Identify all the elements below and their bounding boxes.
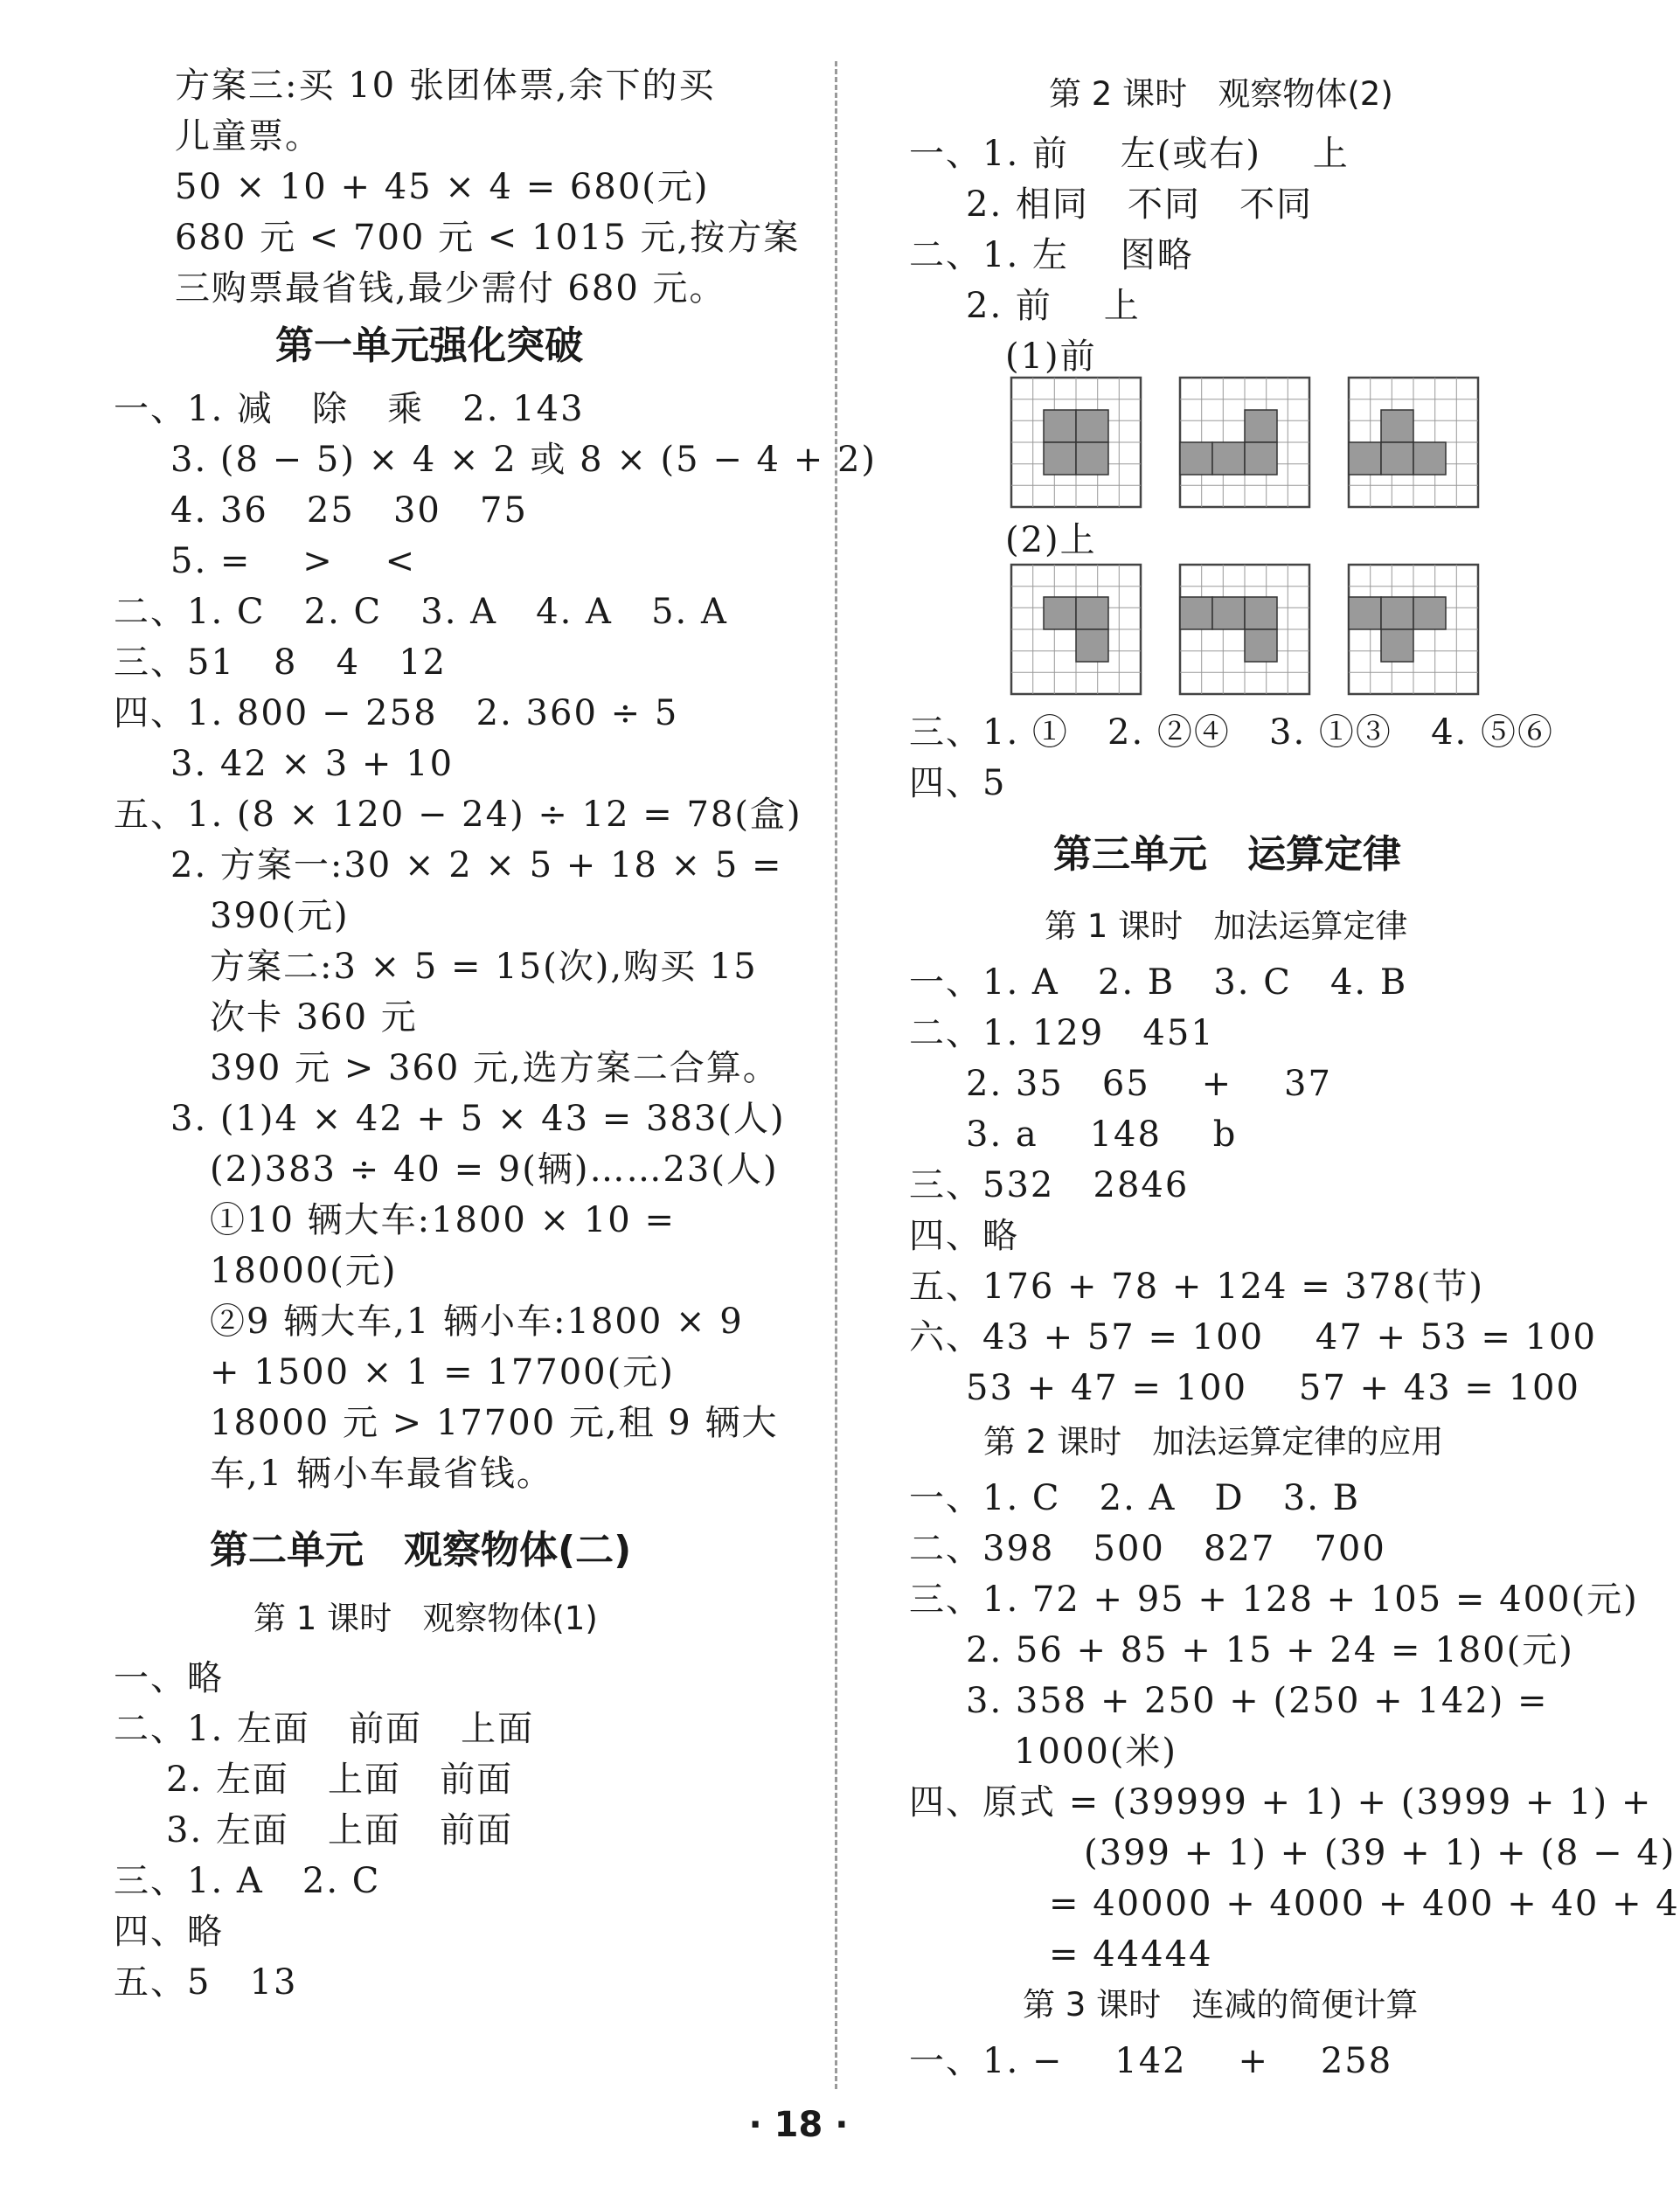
- answer-line-left-2: 50 × 10 + 45 × 4 = 680(元): [175, 167, 710, 207]
- answer-line-left-24: + 1500 × 1 = 17700(元): [210, 1352, 675, 1392]
- answer-line-right-24: (399 + 1) + (39 + 1) + (8 − 4): [1084, 1833, 1677, 1873]
- grid-figure-top-1: [1011, 565, 1142, 696]
- section-heading-left-1: 第二单元 观察物体(二): [210, 1528, 632, 1573]
- answer-line-right-16: 53 + 47 = 100 57 + 43 = 100: [966, 1368, 1580, 1408]
- answer-line-right-20: 2. 56 + 85 + 15 + 24 = 180(元): [966, 1630, 1574, 1670]
- answer-line-left-20: (2)383 ÷ 40 = 9(辆)……23(人): [210, 1149, 779, 1190]
- answer-line-right-2: 二、1. 左 图略: [909, 235, 1194, 275]
- answer-line-right-8: 一、1. A 2. B 3. C 4. B: [909, 962, 1408, 1003]
- answer-line-right-21: 3. 358 + 250 + (250 + 142) =: [966, 1681, 1549, 1721]
- answer-line-left-16: 方案二:3 × 5 = 15(次),购买 15: [210, 947, 758, 987]
- grid-figure-front-2: [1180, 378, 1311, 509]
- answer-line-left-7: 4. 36 25 30 75: [170, 490, 528, 531]
- answer-line-left-32: 四、略: [114, 1912, 224, 1952]
- answer-line-left-25: 18000 元 > 17700 元,租 9 辆大: [210, 1403, 779, 1443]
- column-divider: [835, 61, 837, 2089]
- answer-line-right-4: (1)前: [1005, 337, 1097, 377]
- answer-line-left-26: 车,1 辆小车最省钱。: [210, 1454, 553, 1494]
- grid-figure-top-3: [1349, 565, 1480, 696]
- answer-line-right-3: 2. 前 上: [966, 286, 1141, 326]
- answer-line-left-28: 二、1. 左面 前面 上面: [114, 1709, 535, 1749]
- answer-line-left-8: 5. = > <: [170, 541, 417, 581]
- answer-line-left-19: 3. (1)4 × 42 + 5 × 43 = 383(人): [170, 1099, 786, 1139]
- page-number: · 18 ·: [748, 2105, 849, 2145]
- answer-line-left-1: 儿童票。: [175, 116, 322, 156]
- answer-line-right-1: 2. 相同 不同 不同: [966, 184, 1314, 225]
- answer-line-right-19: 三、1. 72 + 95 + 128 + 105 = 400(元): [909, 1580, 1639, 1620]
- answer-line-right-27: 一、1. − 142 + 258: [909, 2041, 1393, 2081]
- answer-line-right-6: 三、1. ① 2. ②④ 3. ①③ 4. ⑤⑥: [909, 712, 1554, 753]
- answer-line-left-14: 2. 方案一:30 × 2 × 5 + 18 × 5 =: [170, 845, 783, 885]
- section-heading-left-0: 第一单元强化突破: [275, 323, 583, 368]
- answer-line-left-15: 390(元): [210, 896, 350, 936]
- grid-figure-top-2: [1180, 565, 1311, 696]
- answer-line-right-25: = 40000 + 4000 + 400 + 40 + 4: [1049, 1884, 1680, 1924]
- section-heading-right-0: 第 2 课时 观察物体(2): [1049, 75, 1393, 113]
- section-heading-right-1: 第三单元 运算定律: [1053, 832, 1401, 877]
- answer-line-left-11: 四、1. 800 − 258 2. 360 ÷ 5: [114, 693, 679, 733]
- answer-line-right-11: 3. a 148 b: [966, 1114, 1238, 1155]
- grid-figure-front-3: [1349, 378, 1480, 509]
- grid-figure-front-1: [1011, 378, 1142, 509]
- answer-line-right-0: 一、1. 前 左(或右) 上: [909, 134, 1350, 174]
- answer-line-left-9: 二、1. C 2. C 3. A 4. A 5. A: [114, 592, 728, 632]
- answer-line-left-30: 3. 左面 上面 前面: [166, 1810, 514, 1850]
- answer-line-right-12: 三、532 2846: [909, 1165, 1190, 1205]
- answer-line-left-10: 三、51 8 4 12: [114, 642, 448, 683]
- answer-line-right-10: 2. 35 65 + 37: [966, 1064, 1332, 1104]
- answer-line-left-23: ②9 辆大车,1 辆小车:1800 × 9: [210, 1302, 744, 1342]
- answer-line-right-17: 一、1. C 2. A D 3. B: [909, 1478, 1361, 1518]
- answer-line-left-29: 2. 左面 上面 前面: [166, 1760, 514, 1800]
- answer-line-left-21: ①10 辆大车:1800 × 10 =: [210, 1200, 676, 1240]
- answer-line-left-6: 3. (8 − 5) × 4 × 2 或 8 × (5 − 4 + 2): [170, 440, 877, 480]
- answer-line-left-22: 18000(元): [210, 1251, 398, 1291]
- section-heading-right-3: 第 2 课时 加法运算定律的应用: [983, 1423, 1444, 1461]
- answer-line-left-18: 390 元 > 360 元,选方案二合算。: [210, 1048, 780, 1088]
- answer-line-right-26: = 44444: [1049, 1934, 1213, 1975]
- answer-line-right-9: 二、1. 129 451: [909, 1013, 1215, 1053]
- answer-line-left-27: 一、略: [114, 1658, 224, 1698]
- answer-line-left-33: 五、5 13: [114, 1962, 298, 2003]
- section-heading-left-2: 第 1 课时 观察物体(1): [253, 1600, 598, 1637]
- answer-line-right-14: 五、176 + 78 + 124 = 378(节): [909, 1267, 1484, 1307]
- answer-line-right-18: 二、398 500 827 700: [909, 1529, 1386, 1569]
- answer-line-left-13: 五、1. (8 × 120 − 24) ÷ 12 = 78(盒): [114, 795, 802, 835]
- answer-line-right-23: 四、原式 = (39999 + 1) + (3999 + 1) +: [909, 1782, 1653, 1823]
- answer-line-left-3: 680 元 < 700 元 < 1015 元,按方案: [175, 218, 801, 258]
- answer-line-right-5: (2)上: [1005, 520, 1097, 560]
- answer-line-right-22: 1000(米): [1014, 1732, 1178, 1772]
- answer-line-left-5: 一、1. 减 除 乘 2. 143: [114, 389, 585, 429]
- answer-line-right-13: 四、略: [909, 1216, 1019, 1256]
- answer-line-right-15: 六、43 + 57 = 100 47 + 53 = 100: [909, 1317, 1597, 1357]
- answer-line-right-7: 四、5: [909, 763, 1007, 803]
- answer-line-left-12: 3. 42 × 3 + 10: [170, 744, 455, 784]
- answer-line-left-0: 方案三:买 10 张团体票,余下的买: [175, 66, 716, 106]
- answer-line-left-31: 三、1. A 2. C: [114, 1861, 381, 1901]
- section-heading-right-4: 第 3 课时 连减的简便计算: [1023, 1986, 1419, 2024]
- answer-line-left-4: 三购票最省钱,最少需付 680 元。: [175, 268, 726, 309]
- section-heading-right-2: 第 1 课时 加法运算定律: [1045, 907, 1408, 945]
- answer-line-left-17: 次卡 360 元: [210, 997, 418, 1038]
